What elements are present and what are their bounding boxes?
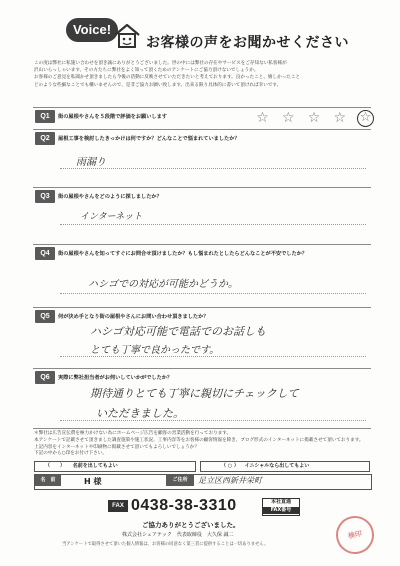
star-icon[interactable]: ☆ <box>333 110 347 126</box>
answer-text: インターネット <box>80 212 143 222</box>
option-name-ok[interactable] <box>34 461 196 472</box>
voice-badge: Voice! <box>66 18 118 42</box>
question-text: 実際に弊社担当者がお伺いしていかがでしたか？ <box>58 375 173 381</box>
note-line: 本アンケートで記載させて頂きました調査施策や施工状況、工事内容等をお客様の顧客情報を除き、ブログ形式のインターネットに掲載させて頂いております。 <box>34 437 364 443</box>
answer-text: いただきました。 <box>96 407 184 420</box>
privacy-note: 当アンケートで取得させて頂いた個人情報は、お客様の同意なく第三者に提供することは一切ありません。 <box>62 542 269 547</box>
question-number: Q5 <box>35 310 55 323</box>
address-value: 足立区西新井栄町 <box>198 476 262 485</box>
fax-badge-top: 本社直通 <box>270 499 291 505</box>
option-mark: （ ） <box>45 463 66 469</box>
answer-line <box>60 420 366 421</box>
option-label: イニシャルなら出してもよい <box>244 463 310 469</box>
question-divider <box>33 368 371 369</box>
intro-text <box>34 60 374 89</box>
question-divider <box>33 187 371 188</box>
question-divider <box>33 244 371 245</box>
question-number: Q3 <box>35 190 55 203</box>
answer-text: 雨漏り <box>76 157 106 168</box>
answer-line <box>60 168 366 169</box>
publication-notes <box>34 431 370 458</box>
fax-icon: FAX <box>108 500 128 512</box>
intro-line: この度は弊社に私施い合わせを頂き誠にありがとうございました。世の中には弊社の存在やサービスをご存知ない私客様が <box>34 61 287 66</box>
question-text: 屋根工事を検討したきっかけは何ですか？どんなことで悩まれていましたか？ <box>58 136 240 142</box>
fax-badge-bottom: FAX番号 <box>263 507 299 515</box>
thanks-text: ご協力ありがとうございました。 <box>142 521 240 529</box>
name-label: 名 前 <box>35 475 61 486</box>
star-icon-selected[interactable]: ☆ <box>357 110 374 127</box>
star-icon[interactable]: ☆ <box>307 110 321 126</box>
answer-text: ハシゴでの対応が可能かどうか。 <box>88 279 238 290</box>
star-icon[interactable]: ☆ <box>281 110 295 126</box>
answer-line <box>60 356 366 357</box>
question-divider <box>33 129 371 130</box>
intro-line: どのような些細なことでも構いませんので、是非ご協力お願い致します。出来る限り具体的に書いて頂ければ幸いです。 <box>34 82 282 88</box>
star-icon[interactable]: ☆ <box>256 110 269 126</box>
question-divider <box>33 107 371 108</box>
rating-stars[interactable] <box>254 111 374 125</box>
fax-number: 0438-38-3310 <box>131 497 237 514</box>
answer-text: 期待通りとても丁寧に親切にチェックして <box>90 387 299 400</box>
question-text: 街の屋根やさんを５段階で評価をお願いします <box>58 114 167 120</box>
name-value: H 様 <box>84 477 102 486</box>
house-icon <box>112 22 142 50</box>
answer-line <box>60 293 366 294</box>
option-mark: （ ○ ） <box>221 463 239 469</box>
address-label: ご住所 <box>166 475 194 486</box>
question-text: 街の屋根やさんをどのように探しましたか？ <box>58 194 162 200</box>
question-text: 何が決め手となり街の屋根やさんにお問い合わせ頂きましたか？ <box>58 314 209 320</box>
intro-line: お客様のご意見を私聞かせ頂きましたら今後の活動に反映させていただきたいと考えております。良かったこと、嬉しかったこと <box>34 75 301 81</box>
inspection-stamp: 検印 <box>332 512 377 557</box>
note-line: 下記の中から○印をお付け下さい。 <box>34 451 107 457</box>
question-divider <box>33 428 371 429</box>
page-title: お客様の声をお聞かせください <box>146 35 349 51</box>
answer-line <box>60 224 366 225</box>
answer-text: とても丁寧で良かったです。 <box>90 345 220 356</box>
question-number: Q4 <box>35 247 55 260</box>
answer-text: ハシゴ対応可能で電話でのお話しも <box>90 325 266 338</box>
question-number: Q2 <box>35 132 55 145</box>
option-initial-ok[interactable] <box>200 461 370 472</box>
option-label: 名前を出してもよい <box>72 463 118 469</box>
question-text: 街の屋根やさんを知ってすぐにお問合せ頂けましたか？もし悩まれたとしたらどんなことが不安でしたか？ <box>58 251 308 257</box>
fax-badge <box>262 498 300 516</box>
intro-line: 沢山いらっしゃいます。その方たちに弊社をよく知って頂くためのアンケートにご協力頂けないでしょうか。 <box>34 68 259 74</box>
note-line: ＊弊社は広告宣伝費を極力かけない為にホームページ広告を顧客の営業活動を行っております。 <box>34 431 232 436</box>
question-divider <box>33 307 371 308</box>
company-info: 株式会社シェアテック 代表取締役 大久保 誠二 <box>122 532 234 538</box>
note-line: 上記内容をインターネットや印刷物に掲載させて頂いてもよろしいでしょうか？ <box>34 444 199 450</box>
question-number: Q6 <box>35 371 55 384</box>
question-number: Q1 <box>35 110 55 123</box>
